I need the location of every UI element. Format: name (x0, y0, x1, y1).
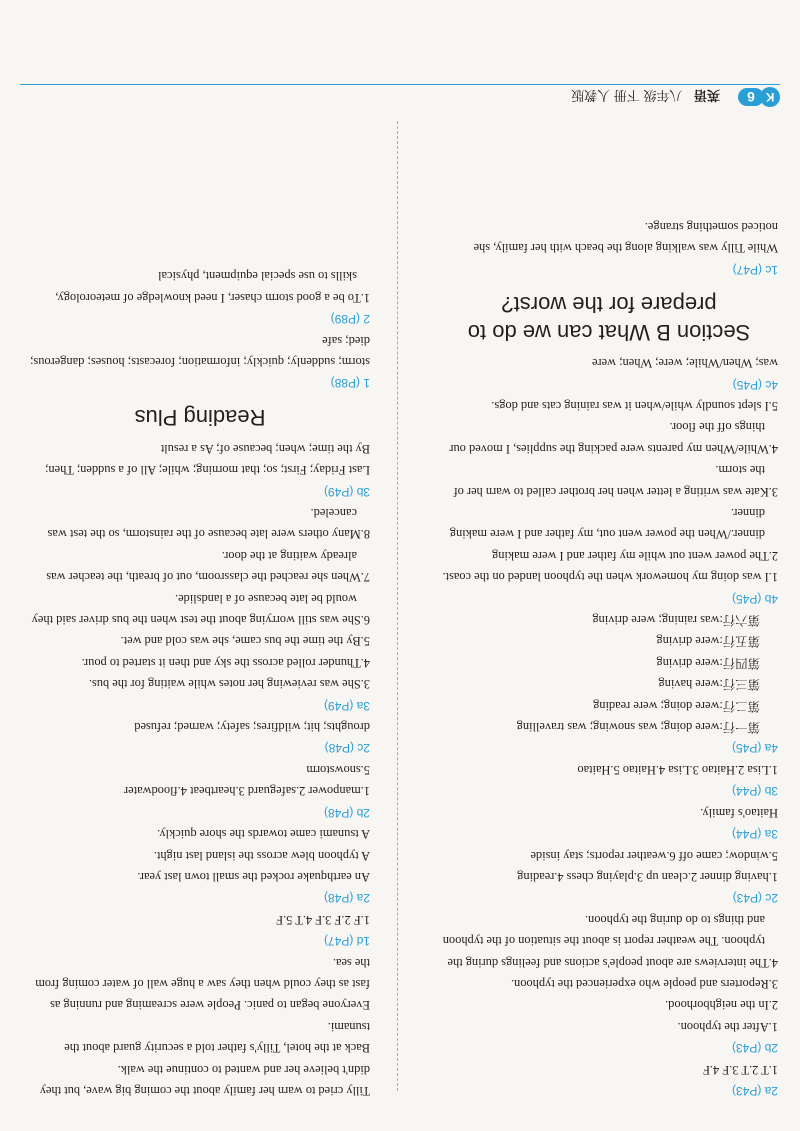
answer-line: Back at the hotel, Tilly's father told a security guard about the tsunami. (64, 1019, 370, 1056)
answer-line: 1.F 2.F 3.F 4.T 5.F (276, 912, 370, 927)
answer-line: droughts; hit; wildfires; safety; warned; refused (134, 720, 370, 735)
answer-line: 6.She was still worrying about the test when the bus driver said they would be late because of a landslide. (31, 591, 370, 628)
answer-line: 第一行:were doing; was snowing; was travelling (516, 720, 760, 735)
section-label: 2 (P89) (330, 312, 370, 327)
answer-column-right (30, 265, 370, 1101)
answer-line: 第六行:was raining; were driving (592, 613, 760, 628)
answer-line: 1.having dinner 2.clean up 3.playing chess 4.reading (517, 869, 778, 884)
answer-line: 1.T 2.T 3.F 4.F (703, 1062, 778, 1077)
answer-line: Everyone began to panic. People were screaming and running as fast as they could when they saw a huge wall of water coming from the sea. (35, 955, 370, 1013)
volume: 下册 (613, 88, 640, 103)
answer-line: While Tilly was walking along the beach with her family, she noticed something strange. (473, 219, 778, 256)
answer-line: 4.Thunder rolled across the sky and then it started to pour. (81, 655, 370, 670)
section-label: 2c (P43) (732, 891, 778, 906)
badge-letter: K (760, 87, 780, 107)
answer-line: 1.After the typhoon. (677, 1019, 778, 1034)
section-label: 3b (P44) (731, 784, 778, 799)
answer-line: 2.The power went out while my father and I were making dinner./When the power went out, my father and I were making dinner. (449, 506, 778, 563)
grade: 八年级 (643, 88, 683, 103)
section-label: 1 (P88) (330, 376, 370, 391)
section-label: 2c (P48) (324, 741, 370, 756)
answer-line: 1.manpower 2.safeguard 3.heartbeat 4.floodwater (124, 784, 370, 799)
answer-line: 8.Many others were late because of the rainstorm, so the test was canceled. (47, 506, 370, 542)
answer-line: Tilly cried to warn her family about the coming big wave, but they didn't believe her and wanted to continue the walk. (39, 1062, 370, 1098)
column-divider (397, 121, 398, 1091)
section-label: 3a (P49) (323, 698, 370, 713)
section-label: 2a (P43) (731, 1084, 778, 1098)
section-label: 2a (P48) (323, 891, 370, 906)
header-rule (20, 84, 780, 85)
answer-line: 7.When she reached the classroom, out of breath, the teacher was already waiting at the door. (46, 548, 370, 585)
answer-line: 第四行:were driving (656, 655, 760, 670)
answer-line: 2.In the neighborhood. (665, 998, 778, 1013)
section-heading: Reading Plus (134, 405, 266, 431)
section-label: 3a (P44) (731, 827, 778, 842)
answer-line: 5.By the time the bus came, she was cold and wet. (120, 634, 370, 649)
answer-line: 5.window; came off 6.weather reports; stay inside (530, 848, 778, 863)
section-label: 4b (P45) (731, 591, 778, 606)
edition: 人教版 (571, 88, 611, 103)
answer-line: 第二行:were doing; were reading (593, 698, 760, 713)
answer-line: 5.snowstorm (306, 762, 370, 777)
answer-line: 5.I slept soundly while/when it was raining cats and dogs. (491, 399, 778, 413)
answer-line: 1.I was doing my homework when the typhoon landed on the coast. (442, 570, 778, 585)
page-number: 6 (738, 88, 764, 106)
section-label: 1d (P47) (323, 934, 370, 949)
section-label: 4c (P45) (732, 377, 778, 392)
subject: 英语 (693, 88, 720, 103)
answer-line: 4.While/When my parents were packing the supplies, I moved our things off the floor. (449, 420, 778, 456)
section-label: 2b (P48) (323, 805, 370, 820)
answer-line: Last Friday; First; so; that morning; while; All of a sudden; Then; By the time; when; because of; As a result (45, 441, 370, 478)
answer-line: 3.Reporters and people who experienced the typhoon. (510, 976, 778, 991)
section-heading: Section B What can we do to prepare for the worst? (467, 291, 751, 345)
answer-line: A tsunami came towards the shore quickly. (157, 827, 370, 842)
answer-line: Haitao's family. (700, 805, 778, 820)
answer-line: 第五行:were driving (656, 634, 760, 649)
answer-line: was; When/While; were; When; were (591, 356, 778, 371)
section-label: 4a (P45) (731, 741, 778, 756)
book-info (571, 87, 720, 106)
page-badge (738, 87, 780, 107)
answer-line: 3.She was reviewing her notes while waiting for the bus. (88, 677, 370, 692)
answer-line: 第三行:were having (658, 677, 760, 692)
section-label: 1c (P47) (732, 262, 778, 277)
answer-line: 1.To be a good storm chaser, I need knowledge of meteorology, skills to use special equipment, physical (55, 269, 370, 305)
answer-line: 1.Lisa 2.Haitao 3.Lisa 4.Haitao 5.Haitao (577, 762, 778, 777)
section-label: 2b (P43) (731, 1041, 778, 1056)
answer-line: An earthquake rocked the small town last year. (137, 869, 370, 884)
answer-line: 4.The interviews are about people's actions and feelings during the typhoon. The weather report is about the situation of the typhoon and things to do during the typhoon. (442, 912, 778, 970)
answer-line: storm; suddenly; quickly; information; forecasts; houses; dangerous; died; safe (30, 333, 370, 369)
section-label: 3b (P49) (323, 484, 370, 499)
answer-line: 3.Kate was writing a letter when her brother called to warn her of the storm. (453, 463, 778, 499)
answer-line: A typhoon blew across the island last night. (153, 848, 370, 863)
answer-column-left (440, 216, 778, 1101)
page-header (20, 83, 780, 109)
